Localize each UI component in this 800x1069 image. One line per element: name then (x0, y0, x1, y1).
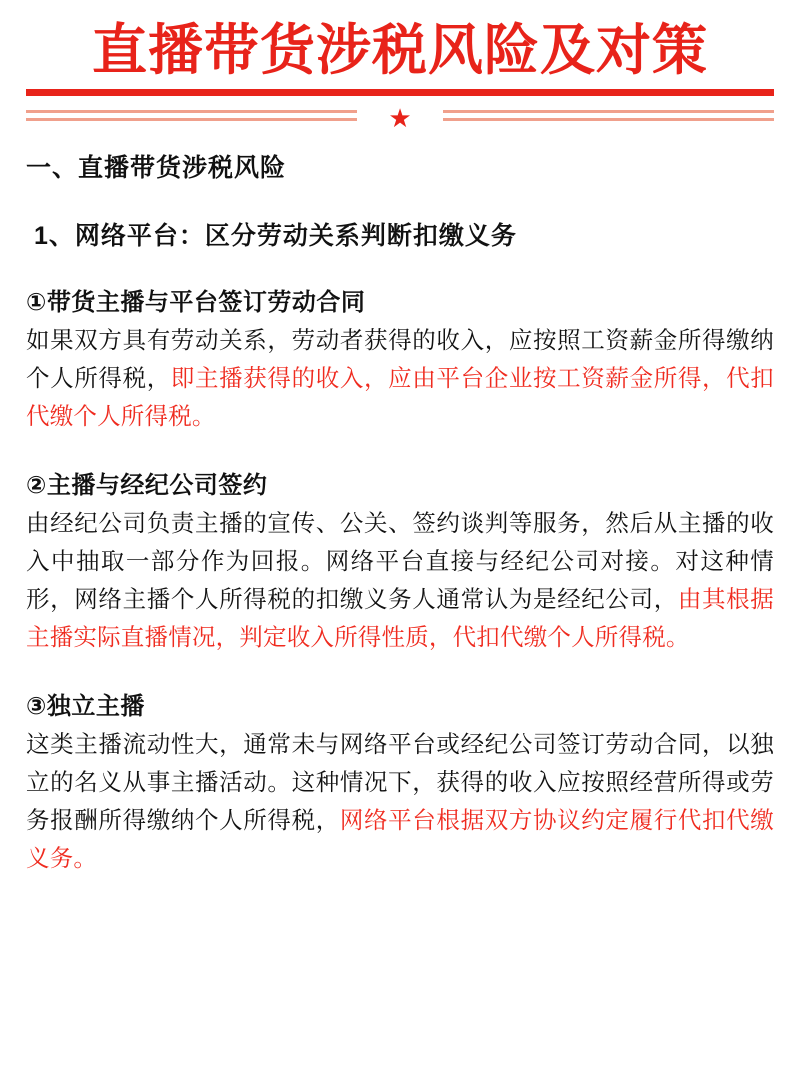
item-paragraph-1 (26, 321, 774, 435)
ornamental-divider (26, 104, 774, 134)
item-paragraph-3 (26, 725, 774, 877)
section-heading: 一、直播带货涉税风险 (26, 153, 287, 182)
divider-star-badge (357, 104, 443, 132)
list-item (26, 686, 774, 877)
star-icon: ★ (388, 102, 412, 133)
item-text-plain-3: 这类主播流动性大，通常未与网络平台或经纪公司签订劳动合同，以独立的名义从事主播活动。这种情况下，获得的收入应按照经营所得或劳务报酬所得缴纳个人所得税， (26, 731, 774, 834)
item-heading-2: ②主播与经纪公司签约 (26, 471, 268, 499)
title-underline-thick (26, 89, 774, 96)
page-title: 直播带货涉税风险及对策 (91, 19, 708, 81)
item-text-plain-1: 如果双方具有劳动关系，劳动者获得的收入，应按照工资薪金所得缴纳个人所得税， (26, 326, 774, 391)
list-item (26, 465, 774, 656)
document-content (26, 148, 774, 878)
item-heading-3: ③独立主播 (26, 693, 145, 721)
item-text-plain-2: 由经纪公司负责主播的宣传、公关、签约谈判等服务，然后从主播的收入中抽取一部分作为回报。网络平台直接与经纪公司对接。对这种情形，网络主播个人所得税的扣缴义务人通常认为是经纪公司， (26, 509, 774, 613)
title-block (26, 19, 774, 134)
item-text-highlight-1: 即主播获得的收入，应由平台企业按工资薪金所得，代扣代缴个人所得税。 (26, 364, 774, 429)
item-text-highlight-3: 网络平台根据双方协议约定履行代扣代缴义务。 (26, 807, 774, 872)
item-heading-1: ①带货主播与平台签订劳动合同 (26, 288, 366, 316)
item-paragraph-2 (26, 504, 774, 656)
section-subheading: 1、网络平台：区分劳动关系判断扣缴义务 (34, 221, 517, 250)
item-text-highlight-2: 由其根据主播实际直播情况，判定收入所得性质，代扣代缴个人所得税。 (26, 586, 774, 651)
list-item (26, 282, 774, 435)
